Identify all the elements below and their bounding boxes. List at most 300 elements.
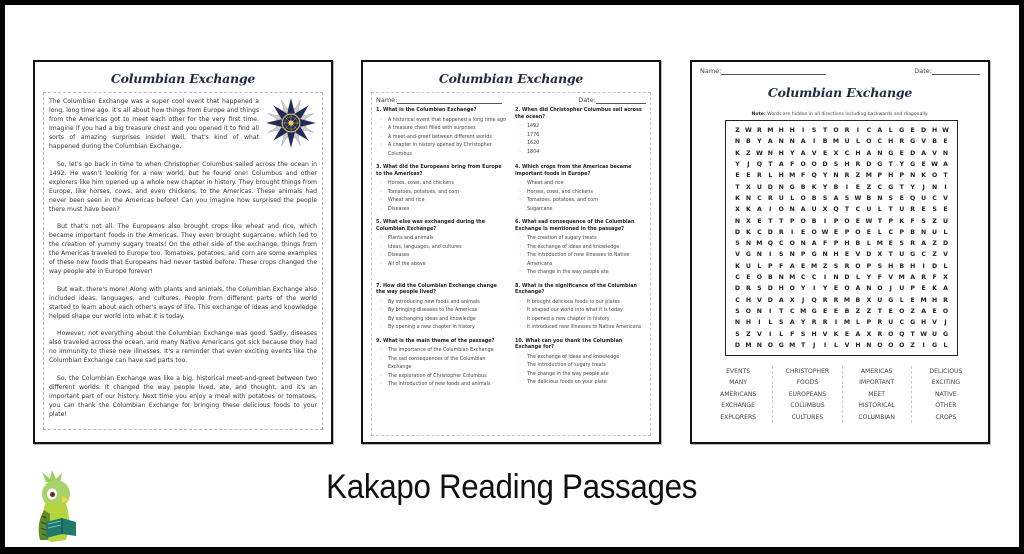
grid-letter[interactable]: L [943, 262, 948, 270]
grid-letter[interactable]: I [769, 206, 772, 214]
grid-letter[interactable]: N [767, 149, 773, 157]
answer-option[interactable]: ◦ By exchanging ideas and knowledge [380, 316, 507, 325]
grid-letter[interactable]: Z [910, 307, 915, 315]
grid-letter[interactable]: Z [822, 262, 828, 270]
grid-letter[interactable]: I [769, 251, 772, 259]
grid-letter[interactable]: T [877, 307, 882, 315]
grid-letter[interactable]: N [756, 251, 762, 259]
answer-option[interactable]: ◦ The introduction of sugary treats [519, 362, 646, 371]
grid-letter[interactable]: V [932, 149, 937, 157]
grid-letter[interactable]: H [811, 330, 817, 338]
grid-letter[interactable]: A [789, 319, 795, 327]
grid-letter[interactable]: P [888, 217, 894, 225]
grid-letter[interactable]: P [800, 251, 806, 259]
grid-letter[interactable]: W [931, 161, 938, 169]
grid-letter[interactable]: F [790, 161, 795, 169]
grid-letter[interactable]: V [756, 296, 762, 304]
grid-letter[interactable]: E [757, 217, 762, 225]
grid-letter[interactable]: E [910, 127, 915, 135]
grid-letter[interactable]: T [888, 251, 893, 259]
grid-letter[interactable]: K [921, 172, 927, 180]
grid-letter[interactable]: V [811, 149, 817, 157]
answer-option[interactable]: ◦ A chapter in history opened by Christopher Columbus [380, 142, 507, 159]
grid-letter[interactable]: B [746, 138, 751, 146]
grid-letter[interactable]: Y [822, 172, 828, 180]
grid-letter[interactable]: E [801, 262, 806, 270]
grid-letter[interactable]: E [943, 138, 948, 146]
grid-letter[interactable]: H [789, 127, 795, 135]
grid-letter[interactable]: L [855, 319, 860, 327]
grid-letter[interactable]: W [821, 228, 829, 236]
grid-letter[interactable]: N [789, 251, 795, 259]
grid-letter[interactable]: T [779, 217, 784, 225]
grid-letter[interactable]: I [812, 285, 816, 293]
grid-letter[interactable]: O [942, 307, 949, 315]
answer-option[interactable]: ◦ All of the above [380, 261, 507, 270]
grid-letter[interactable]: O [844, 285, 850, 293]
grid-letter[interactable]: R [877, 330, 883, 338]
grid-letter[interactable]: M [876, 240, 883, 248]
grid-letter[interactable]: U [899, 251, 905, 259]
grid-letter[interactable]: Y [757, 138, 762, 146]
grid-letter[interactable]: N [910, 172, 916, 180]
grid-letter[interactable]: Y [800, 285, 806, 293]
grid-letter[interactable]: I [769, 330, 772, 338]
passage-page[interactable] [33, 60, 333, 444]
grid-letter[interactable]: T [822, 127, 828, 135]
grid-letter[interactable]: P [910, 285, 915, 293]
grid-letter[interactable]: D [942, 240, 949, 248]
grid-letter[interactable]: U [844, 138, 850, 146]
grid-letter[interactable]: R [844, 172, 850, 180]
grid-letter[interactable]: O [800, 161, 806, 169]
grid-letter[interactable]: E [921, 161, 926, 169]
grid-letter[interactable]: H [921, 319, 927, 327]
grid-letter[interactable]: I [944, 183, 947, 191]
grid-letter[interactable]: T [910, 330, 915, 338]
grid-letter[interactable]: T [899, 183, 904, 191]
grid-letter[interactable]: I [823, 341, 827, 349]
grid-letter[interactable]: K [811, 183, 817, 191]
grid-letter[interactable]: L [855, 274, 860, 282]
grid-letter[interactable]: Y [800, 319, 806, 327]
grid-letter[interactable]: Q [767, 240, 773, 248]
grid-letter[interactable]: M [745, 341, 752, 349]
grid-letter[interactable]: E [855, 183, 861, 191]
grid-letter[interactable]: H [844, 240, 850, 248]
grid-letter[interactable]: N [778, 183, 784, 191]
grid-letter[interactable]: M [843, 296, 851, 304]
grid-letter[interactable]: N [789, 206, 795, 214]
grid-letter[interactable]: N [800, 240, 806, 248]
grid-letter[interactable]: N [778, 138, 784, 146]
grid-letter[interactable]: X [866, 296, 872, 304]
grid-letter[interactable]: N [866, 285, 872, 293]
answer-option[interactable]: ◦ Plants and animals [380, 235, 507, 244]
answer-option[interactable]: ◦ By introducing new foods and animals [380, 299, 507, 308]
grid-letter[interactable]: E [888, 240, 893, 248]
grid-letter[interactable]: H [931, 296, 938, 304]
grid-letter[interactable]: E [801, 228, 806, 236]
grid-letter[interactable]: Z [932, 240, 937, 248]
grid-letter[interactable]: A [943, 161, 948, 169]
grid-letter[interactable]: U [811, 206, 817, 214]
grid-letter[interactable]: T [779, 307, 784, 315]
grid-letter[interactable]: G [910, 161, 916, 169]
grid-letter[interactable]: K [735, 262, 740, 270]
grid-letter[interactable]: O [844, 217, 850, 225]
grid-letter[interactable]: M [865, 172, 872, 180]
grid-letter[interactable]: T [888, 161, 893, 169]
grid-letter[interactable]: W [745, 127, 752, 135]
grid-letter[interactable]: J [944, 319, 947, 327]
grid-letter[interactable]: G [932, 341, 938, 349]
grid-letter[interactable]: C [800, 274, 806, 282]
grid-letter[interactable]: Z [866, 307, 872, 315]
grid-letter[interactable]: E [822, 149, 828, 157]
grid-letter[interactable]: H [778, 172, 784, 180]
grid-letter[interactable]: Y [822, 285, 828, 293]
grid-letter[interactable]: E [833, 307, 839, 315]
grid-letter[interactable]: M [789, 172, 796, 180]
grid-letter[interactable]: O [899, 307, 905, 315]
grid-letter[interactable]: V [943, 251, 948, 259]
grid-letter[interactable]: P [899, 172, 904, 180]
answer-option[interactable]: ◦ Tomatoes, potatoes, and corn [380, 189, 507, 198]
grid-letter[interactable]: D [767, 296, 773, 304]
grid-letter[interactable]: T [844, 206, 850, 214]
grid-letter[interactable]: V [921, 138, 927, 146]
grid-letter[interactable]: G [910, 251, 916, 259]
grid-letter[interactable]: E [746, 274, 751, 282]
grid-letter[interactable]: T [735, 183, 740, 191]
grid-letter[interactable]: O [756, 274, 762, 282]
grid-letter[interactable]: Z [932, 251, 937, 259]
grid-letter[interactable]: K [735, 149, 740, 157]
grid-letter[interactable]: N [877, 194, 883, 202]
grid-letter[interactable]: C [932, 194, 937, 202]
grid-letter[interactable]: A [800, 149, 806, 157]
grid-letter[interactable]: W [854, 194, 862, 202]
grid-letter[interactable]: F [801, 172, 806, 180]
grid-letter[interactable]: A [921, 149, 927, 157]
grid-letter[interactable]: Z [746, 149, 751, 157]
grid-letter[interactable]: S [844, 194, 850, 202]
grid-letter[interactable]: F [779, 262, 784, 270]
grid-letter[interactable]: A [855, 285, 861, 293]
grid-letter[interactable]: U [745, 262, 751, 270]
grid-letter[interactable]: T [768, 161, 773, 169]
grid-letter[interactable]: H [888, 172, 894, 180]
grid-letter[interactable]: G [942, 330, 949, 338]
grid-letter[interactable]: B [822, 138, 828, 146]
grid-letter[interactable]: M [898, 274, 905, 282]
grid-letter[interactable]: D [734, 285, 741, 293]
grid-letter[interactable]: G [910, 138, 916, 146]
grid-letter[interactable]: L [790, 194, 795, 202]
grid-letter[interactable]: O [899, 341, 905, 349]
grid-letter[interactable]: K [746, 228, 751, 236]
grid-letter[interactable]: L [768, 319, 773, 327]
grid-letter[interactable]: H [855, 149, 861, 157]
answer-option[interactable]: ◦ 1804 [519, 149, 646, 158]
grid-letter[interactable]: I [769, 307, 772, 315]
grid-letter[interactable]: A [866, 149, 872, 157]
grid-letter[interactable]: S [735, 240, 740, 248]
grid-letter[interactable]: P [833, 240, 839, 248]
grid-letter[interactable]: C [757, 194, 762, 202]
grid-letter[interactable]: C [855, 206, 861, 214]
grid-letter[interactable]: B [767, 274, 773, 282]
grid-letter[interactable]: E [866, 228, 871, 236]
grid-letter[interactable]: E [844, 251, 850, 259]
grid-letter[interactable]: H [888, 262, 894, 270]
grid-letter[interactable]: Z [932, 217, 937, 225]
grid-letter[interactable]: H [931, 127, 938, 135]
grid-letter[interactable]: O [877, 341, 883, 349]
grid-letter[interactable]: C [877, 138, 883, 146]
grid-letter[interactable]: O [877, 285, 883, 293]
grid-letter[interactable]: R [822, 296, 828, 304]
answer-option[interactable]: ◦ Wheat and rice [519, 180, 646, 189]
grid-letter[interactable]: A [877, 127, 883, 135]
grid-letter[interactable]: T [768, 217, 773, 225]
grid-letter[interactable]: N [866, 341, 872, 349]
grid-letter[interactable]: A [767, 138, 773, 146]
grid-letter[interactable]: K [932, 285, 937, 293]
grid-letter[interactable]: X [943, 274, 948, 282]
grid-letter[interactable]: A [778, 161, 784, 169]
grid-letter[interactable]: E [899, 149, 904, 157]
grid-letter[interactable]: Z [855, 172, 861, 180]
grid-letter[interactable]: O [789, 285, 795, 293]
grid-letter[interactable]: S [757, 285, 762, 293]
answer-option[interactable]: ◦ The sad consequences of the Columbian Exchange [380, 356, 507, 373]
grid-letter[interactable]: I [791, 228, 794, 236]
answer-option[interactable]: ◦ It brought delicious foods to our plates [519, 299, 646, 308]
grid-letter[interactable]: S [921, 217, 926, 225]
grid-letter[interactable]: Z [855, 307, 861, 315]
grid-letter[interactable]: K [746, 206, 751, 214]
grid-letter[interactable]: P [844, 228, 850, 236]
grid-letter[interactable]: X [877, 251, 883, 259]
grid-letter[interactable]: D [844, 274, 850, 282]
answer-option[interactable]: ◦ Diseases [380, 252, 507, 261]
grid-letter[interactable]: K [735, 194, 740, 202]
answer-option[interactable]: ◦ The importance of the Columbian Exchange [380, 347, 507, 356]
grid-letter[interactable]: O [767, 341, 773, 349]
answer-option[interactable]: ◦ Horses, cows, and chickens [519, 189, 646, 198]
grid-letter[interactable]: U [899, 206, 905, 214]
grid-letter[interactable]: G [811, 251, 817, 259]
grid-letter[interactable]: M [789, 274, 796, 282]
grid-letter[interactable]: S [877, 262, 883, 270]
grid-letter[interactable]: T [888, 206, 893, 214]
grid-letter[interactable]: R [756, 172, 762, 180]
grid-letter[interactable]: E [833, 285, 839, 293]
grid-letter[interactable]: A [910, 274, 916, 282]
grid-letter[interactable]: W [920, 330, 928, 338]
grid-letter[interactable]: B [855, 240, 861, 248]
answer-option[interactable]: ◦ The delicious foods on your plate [519, 379, 646, 388]
grid-letter[interactable]: N [822, 251, 828, 259]
grid-letter[interactable]: P [877, 172, 883, 180]
grid-letter[interactable]: L [768, 172, 773, 180]
grid-letter[interactable]: O [800, 194, 806, 202]
grid-letter[interactable]: H [888, 138, 894, 146]
answer-option[interactable]: ◦ A historical event that happened a long time ago [380, 117, 507, 126]
grid-letter[interactable]: U [932, 330, 938, 338]
grid-letter[interactable]: S [735, 307, 740, 315]
grid-letter[interactable]: B [844, 307, 850, 315]
grid-letter[interactable]: B [855, 296, 861, 304]
grid-letter[interactable]: J [922, 183, 925, 191]
grid-letter[interactable]: N [921, 228, 927, 236]
grid-letter[interactable]: R [778, 228, 784, 236]
grid-letter[interactable]: R [844, 127, 850, 135]
grid-letter[interactable]: M [789, 341, 796, 349]
grid-letter[interactable]: E [822, 307, 828, 315]
date-field[interactable]: Date: [578, 96, 646, 104]
grid-letter[interactable]: M [756, 240, 763, 248]
grid-letter[interactable]: U [877, 296, 883, 304]
grid-letter[interactable]: G [888, 149, 894, 157]
grid-letter[interactable]: U [943, 217, 949, 225]
grid-letter[interactable]: D [822, 161, 828, 169]
grid-letter[interactable]: S [822, 194, 828, 202]
grid-letter[interactable]: O [855, 228, 861, 236]
answer-option[interactable]: ◦ Wheat and rice [380, 197, 507, 206]
grid-letter[interactable]: N [789, 138, 795, 146]
answer-option[interactable]: ◦ The exploration of Christopher Columbus [380, 373, 507, 382]
grid-letter[interactable]: N [734, 319, 741, 327]
grid-letter[interactable]: G [888, 183, 894, 191]
grid-letter[interactable]: P [866, 262, 872, 270]
grid-letter[interactable]: B [932, 138, 937, 146]
grid-letter[interactable]: D [734, 341, 741, 349]
grid-letter[interactable]: G [899, 127, 905, 135]
grid-letter[interactable]: F [790, 330, 795, 338]
grid-letter[interactable]: A [855, 330, 861, 338]
grid-letter[interactable]: N [745, 194, 751, 202]
grid-letter[interactable]: A [943, 285, 948, 293]
grid-letter[interactable]: V [932, 319, 937, 327]
grid-letter[interactable]: V [844, 341, 850, 349]
grid-letter[interactable]: B [899, 262, 905, 270]
grid-letter[interactable]: U [866, 206, 872, 214]
grid-letter[interactable]: X [789, 296, 795, 304]
grid-letter[interactable]: A [921, 307, 927, 315]
grid-letter[interactable]: V [888, 274, 894, 282]
grid-letter[interactable]: A [800, 206, 806, 214]
grid-letter[interactable]: H [833, 251, 839, 259]
grid-letter[interactable]: X [746, 183, 751, 191]
grid-letter[interactable]: G [877, 161, 883, 169]
answer-option[interactable]: ◦ The change in the way people ate [519, 371, 646, 380]
answer-option[interactable]: ◦ It opened a new chapter in history [519, 316, 646, 325]
grid-letter[interactable]: C [899, 319, 904, 327]
grid-letter[interactable]: P [789, 217, 795, 225]
grid-letter[interactable]: J [889, 285, 892, 293]
grid-letter[interactable]: S [779, 319, 784, 327]
grid-letter[interactable]: O [833, 127, 839, 135]
grid-letter[interactable]: A [811, 240, 817, 248]
grid-letter[interactable]: X [833, 149, 839, 157]
grid-letter[interactable]: L [757, 262, 762, 270]
grid-letter[interactable]: S [800, 330, 806, 338]
grid-letter[interactable]: K [833, 330, 839, 338]
grid-letter[interactable]: C [866, 127, 872, 135]
grid-letter[interactable]: I [845, 183, 849, 191]
grid-letter[interactable]: U [778, 194, 784, 202]
grid-letter[interactable]: L [888, 127, 893, 135]
grid-letter[interactable]: I [922, 262, 925, 270]
grid-letter[interactable]: S [899, 240, 904, 248]
grid-letter[interactable]: O [888, 330, 894, 338]
grid-letter[interactable]: E [888, 307, 893, 315]
grid-letter[interactable]: F [877, 274, 882, 282]
grid-letter[interactable]: Y [789, 149, 795, 157]
grid-letter[interactable]: E [844, 330, 850, 338]
grid-letter[interactable]: H [778, 127, 784, 135]
grid-letter[interactable]: R [746, 285, 751, 293]
grid-letter[interactable]: W [865, 217, 873, 225]
answer-option[interactable]: ◦ A meet-and-greet between different worlds [380, 134, 507, 143]
grid-letter[interactable]: H [745, 319, 751, 327]
grid-letter[interactable]: O [800, 217, 806, 225]
grid-letter[interactable]: U [899, 285, 905, 293]
grid-letter[interactable]: H [910, 262, 916, 270]
grid-letter[interactable]: V [756, 330, 762, 338]
grid-letter[interactable]: C [877, 183, 883, 191]
name-field[interactable]: Name: [700, 67, 826, 75]
grid-letter[interactable]: G [888, 296, 894, 304]
grid-letter[interactable]: O [855, 262, 861, 270]
grid-letter[interactable]: G [745, 251, 751, 259]
grid-letter[interactable]: L [779, 330, 784, 338]
grid-letter[interactable]: B [866, 194, 872, 202]
answer-option[interactable]: ◦ It introduced new illnesses to Native Americans [519, 324, 646, 333]
grid-letter[interactable]: C [735, 296, 740, 304]
grid-letter[interactable]: L [899, 296, 904, 304]
grid-letter[interactable]: R [910, 206, 916, 214]
grid-letter[interactable]: D [866, 251, 872, 259]
grid-letter[interactable]: L [943, 228, 948, 236]
grid-letter[interactable]: E [833, 228, 839, 236]
grid-letter[interactable]: O [931, 172, 938, 180]
grid-letter[interactable]: Q [899, 330, 905, 338]
grid-letter[interactable]: C [735, 274, 740, 282]
grid-letter[interactable]: U [932, 228, 938, 236]
grid-letter[interactable]: E [921, 285, 926, 293]
grid-letter[interactable]: D [910, 149, 916, 157]
wordsearch-page[interactable] [690, 60, 990, 444]
grid-letter[interactable]: I [834, 319, 838, 327]
grid-letter[interactable]: U [888, 319, 894, 327]
grid-letter[interactable]: J [802, 296, 805, 304]
letter-grid[interactable] [725, 120, 958, 356]
quiz-page[interactable] [361, 60, 661, 444]
grid-letter[interactable]: G [811, 307, 817, 315]
grid-letter[interactable]: G [789, 183, 795, 191]
answer-option[interactable]: ◦ The creation of sugary treats [519, 235, 646, 244]
answer-option[interactable]: ◦ The introduction of new foods and animals [380, 381, 507, 390]
grid-letter[interactable]: A [833, 194, 839, 202]
grid-letter[interactable]: I [802, 127, 805, 135]
grid-letter[interactable]: N [756, 341, 762, 349]
grid-letter[interactable]: P [899, 228, 904, 236]
grid-letter[interactable]: Y [735, 161, 740, 169]
